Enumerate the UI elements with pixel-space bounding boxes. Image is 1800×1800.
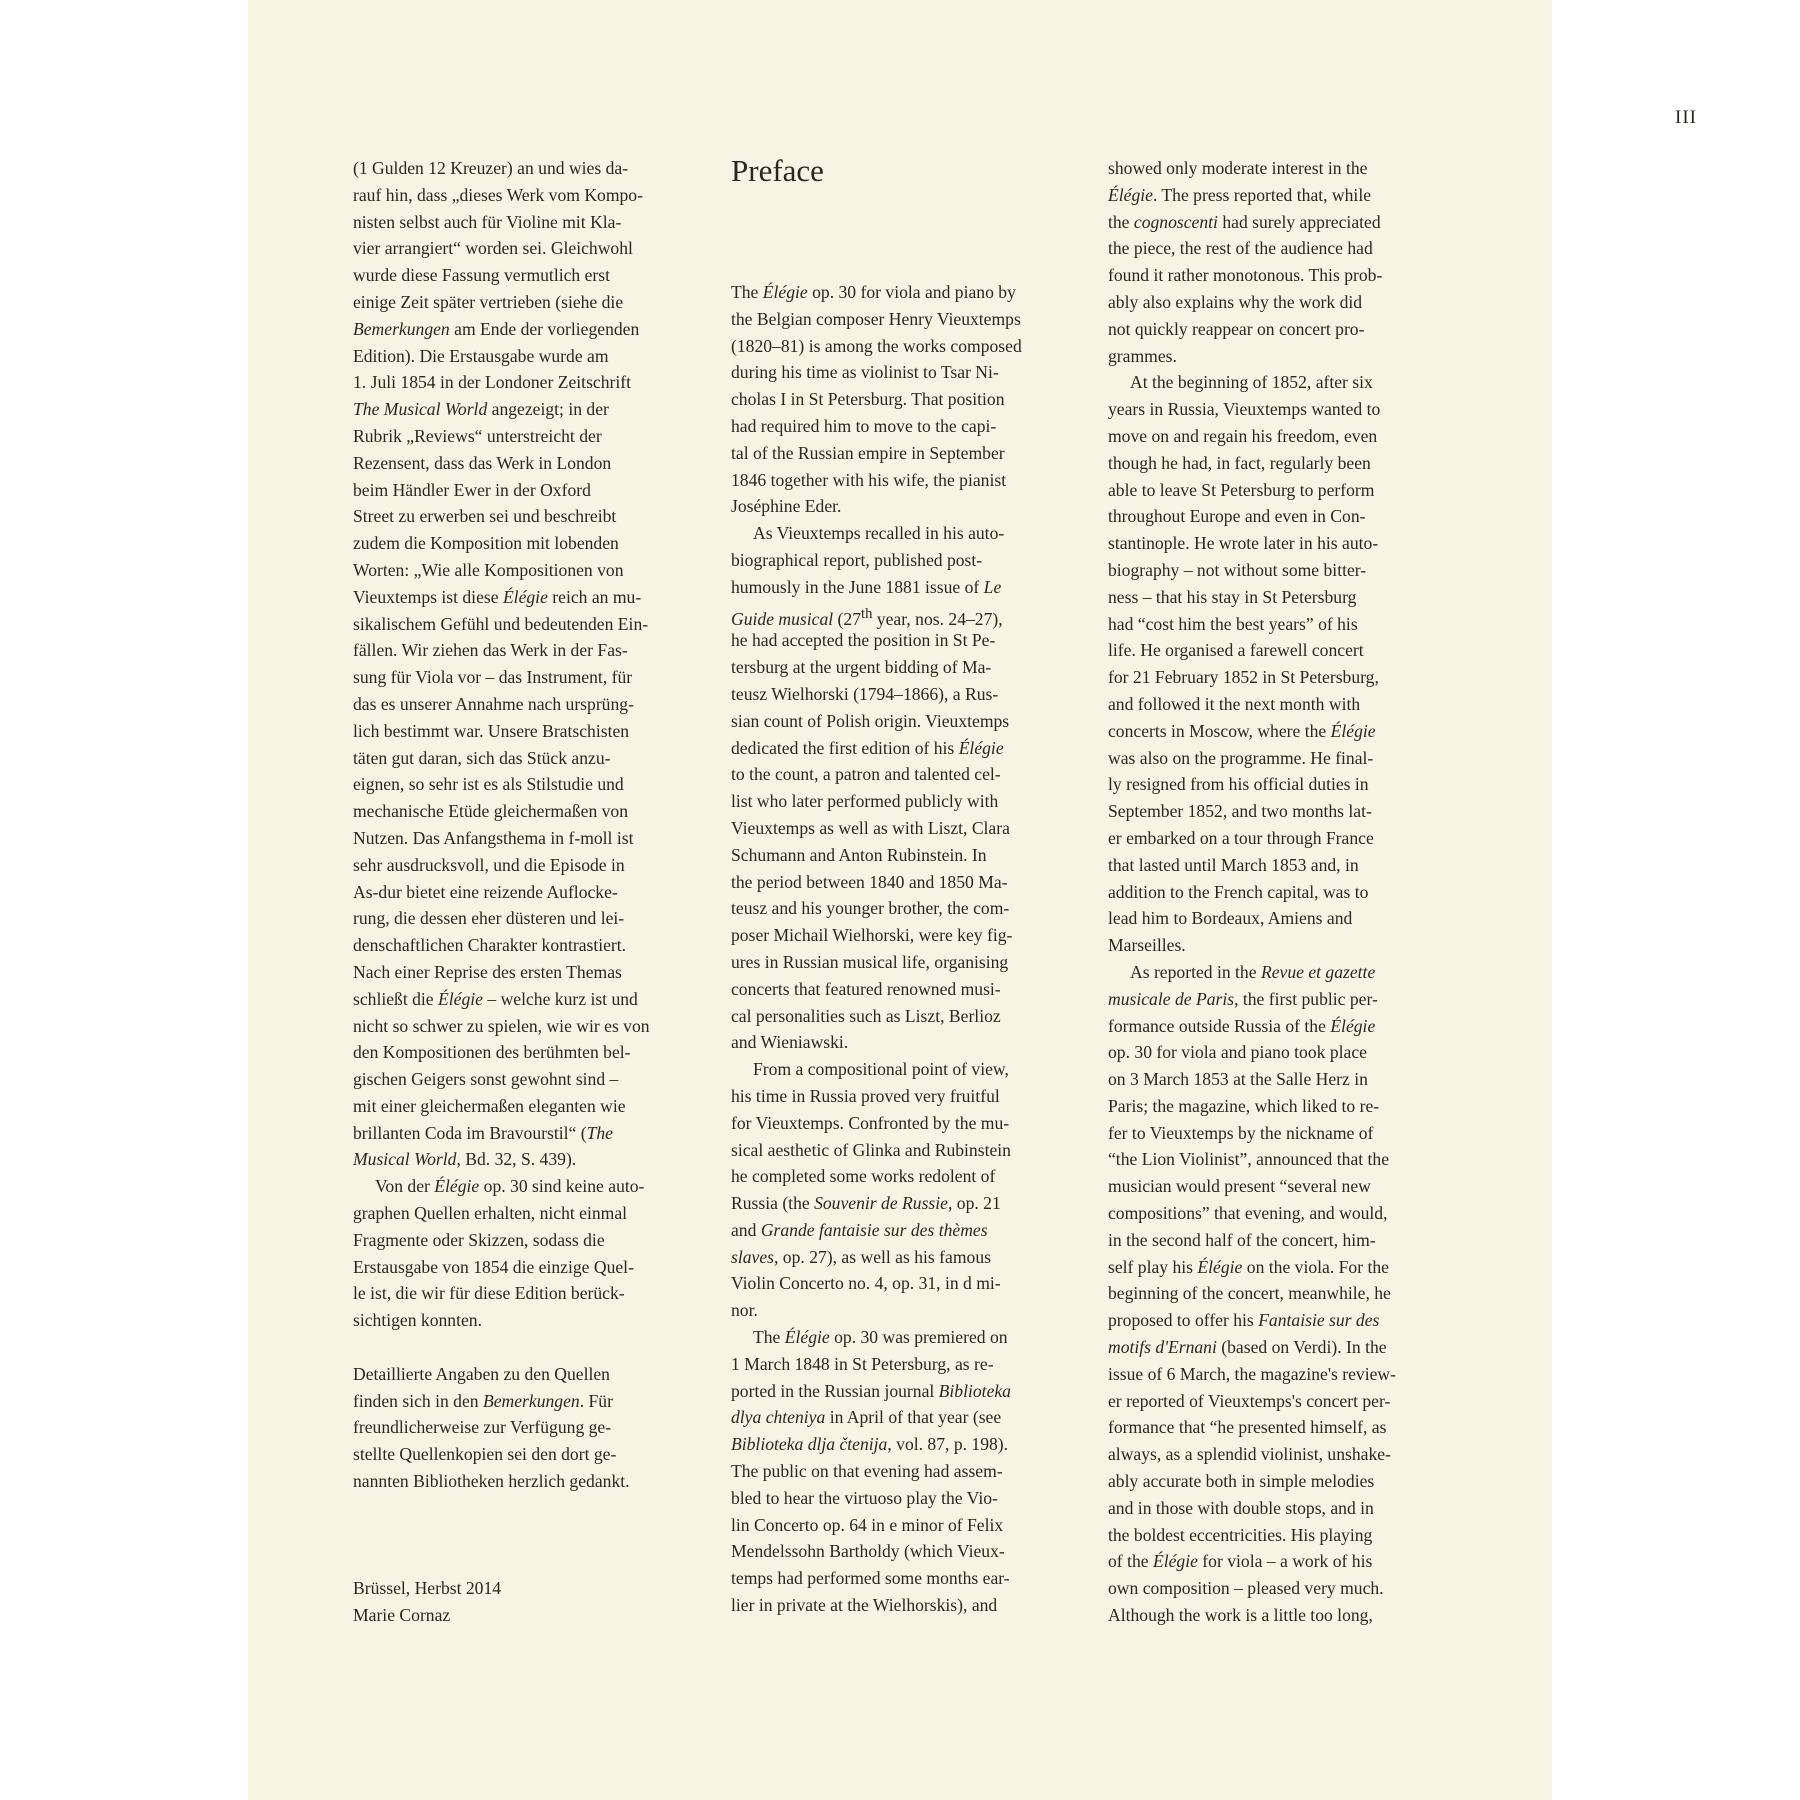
text-line: ly resigned from his official duties in <box>1108 774 1369 795</box>
text-line: life. He organised a farewell concert <box>1108 640 1364 661</box>
text-line: schließt die Élégie – welche kurz ist und <box>353 988 638 1009</box>
english-text-column-continued <box>1108 155 1458 1629</box>
text-line: Nutzen. Das Anfangsthema in f-moll ist <box>353 827 634 848</box>
text-line <box>353 1334 703 1361</box>
text-line: stantinople. He wrote later in his auto- <box>1108 533 1379 554</box>
text-line: Detaillierte Angaben zu den Quellen <box>353 1363 610 1384</box>
text-line: teusz and his younger brother, the com- <box>731 898 1010 919</box>
text-line: As reported in the Revue et gazette <box>1130 961 1376 982</box>
german-text-column <box>353 155 703 1629</box>
preface-heading: Preface <box>731 153 824 188</box>
text-line: Russia (the Souvenir de Russie, op. 21 <box>731 1193 1001 1214</box>
text-line: and Wieniawski. <box>731 1032 849 1053</box>
text-line: Brüssel, Herbst 2014 <box>353 1578 502 1599</box>
text-line: fällen. Wir ziehen das Werk in der Fas- <box>353 640 628 661</box>
text-line: brillanten Coda im Bravourstil“ (The <box>353 1122 613 1143</box>
text-line: das es unserer Annahme nach ursprüng- <box>353 693 634 714</box>
text-line <box>353 1495 703 1522</box>
text-line: showed only moderate interest in the <box>1108 158 1368 178</box>
text-line: during his time as violinist to Tsar Ni- <box>731 362 999 383</box>
text-line: lin Concerto op. 64 in e minor of Felix <box>731 1514 1004 1535</box>
text-line: Marie Cornaz <box>353 1605 451 1626</box>
text-line: biographical report, published post- <box>731 549 983 570</box>
text-line: sichtigen konnten. <box>353 1310 482 1331</box>
text-line: he completed some works redolent of <box>731 1166 996 1187</box>
text-line: 1846 together with his wife, the pianist <box>731 469 1007 490</box>
text-line: sung für Viola vor – das Instrument, für <box>353 667 633 688</box>
text-line: As Vieuxtemps recalled in his auto- <box>753 523 1005 544</box>
text-line: ably also explains why the work did <box>1108 291 1363 312</box>
preface-column <box>731 155 1081 1619</box>
text-line: beim Händler Ewer in der Oxford <box>353 479 591 500</box>
text-line: always, as a splendid violinist, unshake- <box>1108 1444 1391 1465</box>
text-line: was also on the programme. He final- <box>1108 747 1374 768</box>
text-line: his time in Russia proved very fruitful <box>731 1085 1000 1106</box>
text-line: Schumann and Anton Rubinstein. In <box>731 844 987 865</box>
text-line: gischen Geigers sonst gewohnt sind – <box>353 1069 619 1090</box>
text-line: Von der Élégie op. 30 sind keine auto- <box>375 1176 645 1197</box>
text-line: sical aesthetic of Glinka and Rubinstein <box>731 1139 1011 1160</box>
text-line: for Vieuxtemps. Confronted by the mu- <box>731 1112 1010 1133</box>
text-line: Nach einer Reprise des ersten Themas <box>353 961 622 982</box>
text-line: (1 Gulden 12 Kreuzer) an und wies da- <box>353 158 629 178</box>
text-line: Street zu erwerben sei und beschreibt <box>353 506 617 527</box>
text-line: compositions” that evening, and would, <box>1108 1203 1388 1224</box>
text-line: eignen, so sehr ist es als Stilstudie und <box>353 774 624 795</box>
text-line: Rubrik „Reviews“ unterstreicht der <box>353 425 602 446</box>
text-line: The Élégie op. 30 for viola and piano by <box>731 282 1016 302</box>
text-line: sian count of Polish origin. Vieuxtemps <box>731 710 1010 731</box>
text-line: Élégie. The press reported that, while <box>1108 184 1372 205</box>
text-line: ures in Russian musical life, organising <box>731 951 1009 972</box>
text-line: the boldest eccentricities. His playing <box>1108 1524 1373 1545</box>
text-line: lier in private at the Wielhorskis), and <box>731 1595 998 1616</box>
text-line: Guide musical (27th year, nos. 24–27), <box>731 605 1003 629</box>
text-line: the Belgian composer Henry Vieuxtemps <box>731 308 1021 329</box>
text-line: the cognoscenti had surely appreciated <box>1108 211 1381 232</box>
text-line: dedicated the first edition of his Élégie <box>731 737 1004 758</box>
text-line: (1820–81) is among the works composed <box>731 335 1022 356</box>
text-line: denschaftlichen Charakter kontrastiert. <box>353 935 627 956</box>
text-line: grammes. <box>1108 345 1177 366</box>
text-line: Although the work is a little too long, <box>1108 1605 1373 1626</box>
text-line: rung, die dessen eher düsteren und lei- <box>353 908 625 929</box>
text-line: Marseilles. <box>1108 935 1186 956</box>
text-line: Fragmente oder Skizzen, sodass die <box>353 1229 605 1250</box>
text-line: finden sich in den Bemerkungen. Für <box>353 1390 613 1411</box>
text-line: graphen Quellen erhalten, nicht einmal <box>353 1203 628 1224</box>
text-line: nor. <box>731 1300 758 1321</box>
text-line: move on and regain his freedom, even <box>1108 425 1378 446</box>
text-line: sikalischem Gefühl und bedeutenden Ein- <box>353 613 649 634</box>
text-line: musicale de Paris, the first public per- <box>1108 988 1378 1009</box>
text-line: motifs d'Ernani (based on Verdi). In the <box>1108 1337 1387 1358</box>
text-line: had “cost him the best years” of his <box>1108 613 1358 634</box>
preface-body <box>731 279 1081 1619</box>
text-line: cholas I in St Petersburg. That position <box>731 389 1005 410</box>
text-line: Biblioteka dlja čtenija, vol. 87, p. 198). <box>731 1434 1009 1455</box>
text-line: Mendelssohn Bartholdy (which Vieux- <box>731 1541 1005 1562</box>
text-line: for 21 February 1852 in St Petersburg, <box>1108 667 1379 688</box>
text-line <box>353 1522 703 1549</box>
text-line: Edition). Die Erstausgabe wurde am <box>353 345 609 366</box>
text-line: rauf hin, dass „dieses Werk vom Kompo- <box>353 184 643 205</box>
text-line: täten gut daran, sich das Stück anzu- <box>353 747 611 768</box>
text-line: Joséphine Eder. <box>731 496 842 517</box>
text-line: mit einer gleichermaßen eleganten wie <box>353 1095 626 1116</box>
text-line: nisten selbst auch für Violine mit Kla- <box>353 211 622 232</box>
text-line: poser Michail Wielhorski, were key fig- <box>731 925 1013 946</box>
text-line: humously in the June 1881 issue of Le <box>731 576 1002 597</box>
text-line: he had accepted the position in St Pe- <box>731 630 996 651</box>
text-line <box>353 1548 703 1575</box>
text-line: Violin Concerto no. 4, op. 31, in d mi- <box>731 1273 1001 1294</box>
text-line: formance outside Russia of the Élégie <box>1108 1015 1376 1036</box>
text-line: issue of 6 March, the magazine's review- <box>1108 1363 1396 1384</box>
text-line: 1. Juli 1854 in der Londoner Zeitschrift <box>353 372 632 393</box>
text-line: bled to hear the virtuoso play the Vio- <box>731 1487 998 1508</box>
text-line: Vieuxtemps ist diese Élégie reich an mu- <box>353 586 642 607</box>
text-line: had required him to move to the capi- <box>731 415 997 436</box>
text-line: the period between 1840 and 1850 Ma- <box>731 871 1008 892</box>
text-line: er reported of Vieuxtemps's concert per- <box>1108 1390 1391 1411</box>
text-line: Worten: „Wie alle Kompositionen von <box>353 559 624 580</box>
text-line: zudem die Komposition mit lobenden <box>353 533 619 554</box>
heading-spacer <box>731 191 1081 279</box>
text-line: musician would present “several new <box>1108 1176 1371 1197</box>
text-line: From a compositional point of view, <box>753 1059 1009 1080</box>
text-line: Musical World, Bd. 32, S. 439). <box>353 1149 577 1170</box>
text-line: mechanische Etüde gleichermaßen von <box>353 801 629 822</box>
text-line: Erstausgabe von 1854 die einzige Quel- <box>353 1256 634 1277</box>
text-line: biography – not without some bitter- <box>1108 559 1367 580</box>
text-line: nannten Bibliotheken herzlich gedankt. <box>353 1471 630 1492</box>
text-line: and in those with double stops, and in <box>1108 1497 1374 1518</box>
text-line: though he had, in fact, regularly been <box>1108 452 1371 473</box>
text-line: found it rather monotonous. This prob- <box>1108 265 1383 286</box>
text-line: September 1852, and two months lat- <box>1108 801 1372 822</box>
text-line: den Kompositionen des berühmten bel- <box>353 1042 631 1063</box>
text-line: Rezensent, dass das Werk in London <box>353 452 612 473</box>
text-line: and Grande fantaisie sur des thèmes <box>731 1219 988 1240</box>
text-line: freundlicherweise zur Verfügung ge- <box>353 1417 612 1438</box>
text-line: temps had performed some months ear- <box>731 1568 1010 1589</box>
text-line: addition to the French capital, was to <box>1108 881 1369 902</box>
text-line: The Élégie op. 30 was premiered on <box>753 1327 1008 1348</box>
text-line: op. 30 for viola and piano took place <box>1108 1042 1367 1063</box>
text-line: of the Élégie for viola – a work of his <box>1108 1551 1373 1572</box>
text-line: on 3 March 1853 at the Salle Herz in <box>1108 1069 1368 1090</box>
text-line: years in Russia, Vieuxtemps wanted to <box>1108 399 1381 420</box>
text-line: concerts in Moscow, where the Élégie <box>1108 720 1376 741</box>
text-line: able to leave St Petersburg to perform <box>1108 479 1375 500</box>
text-line: formance that “he presented himself, as <box>1108 1417 1387 1438</box>
text-line: Vieuxtemps as well as with Liszt, Clara <box>731 817 1010 838</box>
text-line: ably accurate both in simple melodies <box>1108 1471 1375 1492</box>
text-line: dlya chteniya in April of that year (see <box>731 1407 1002 1428</box>
text-line: le ist, die wir für diese Edition berück- <box>353 1283 625 1304</box>
text-line: own composition – pleased very much. <box>1108 1578 1384 1599</box>
text-line: The Musical World angezeigt; in der <box>353 399 609 420</box>
text-line: not quickly reappear on concert pro- <box>1108 318 1365 339</box>
text-line: cal personalities such as Liszt, Berlioz <box>731 1005 1001 1026</box>
text-line: teusz Wielhorski (1794–1866), a Rus- <box>731 683 999 704</box>
text-line: sehr ausdrucksvoll, und die Episode in <box>353 854 625 875</box>
text-line: ported in the Russian journal Biblioteka <box>731 1380 1011 1401</box>
text-line: wurde diese Fassung vermutlich erst <box>353 265 611 286</box>
text-line: slaves, op. 27), as well as his famous <box>731 1246 991 1267</box>
text-line: The public on that evening had assem- <box>731 1461 1003 1482</box>
text-line: stellte Quellenkopien sei den dort ge- <box>353 1444 617 1465</box>
text-line: As-dur bietet eine reizende Auflocke- <box>353 881 618 902</box>
text-line: that lasted until March 1853 and, in <box>1108 854 1359 875</box>
text-line: in the second half of the concert, him- <box>1108 1229 1376 1250</box>
text-line: to the count, a patron and talented cel- <box>731 764 1001 785</box>
text-line: nicht so schwer zu spielen, wie wir es von <box>353 1015 650 1036</box>
text-line: beginning of the concert, meanwhile, he <box>1108 1283 1391 1304</box>
text-line: tersburg at the urgent bidding of Ma- <box>731 657 992 678</box>
text-line: lich bestimmt war. Unsere Bratschisten <box>353 720 630 741</box>
text-line: ness – that his stay in St Petersburg <box>1108 586 1357 607</box>
text-line: er embarked on a tour through France <box>1108 827 1374 848</box>
text-line: At the beginning of 1852, after six <box>1130 372 1373 393</box>
text-line: lead him to Bordeaux, Amiens and <box>1108 908 1353 929</box>
text-line: proposed to offer his Fantaisie sur des <box>1108 1310 1380 1331</box>
text-line: Bemerkungen am Ende der vorliegenden <box>353 318 640 339</box>
text-line: self play his Élégie on the viola. For the <box>1108 1256 1389 1277</box>
text-line: vier arrangiert“ worden sei. Gleichwohl <box>353 238 633 259</box>
page-number: III <box>1675 107 1697 128</box>
text-line: throughout Europe and even in Con- <box>1108 506 1366 527</box>
text-line: and followed it the next month with <box>1108 693 1361 714</box>
text-line: the piece, the rest of the audience had <box>1108 238 1373 259</box>
text-line: einige Zeit später vertrieben (siehe die <box>353 291 624 312</box>
text-line: Paris; the magazine, which liked to re- <box>1108 1095 1380 1116</box>
text-line: list who later performed publicly with <box>731 791 999 812</box>
text-line: 1 March 1848 in St Petersburg, as re- <box>731 1353 994 1374</box>
text-line: tal of the Russian empire in September <box>731 442 1005 463</box>
text-line: “the Lion Violinist”, announced that the <box>1108 1149 1390 1170</box>
text-line: fer to Vieuxtemps by the nickname of <box>1108 1122 1374 1143</box>
text-line: concerts that featured renowned musi- <box>731 978 1001 999</box>
